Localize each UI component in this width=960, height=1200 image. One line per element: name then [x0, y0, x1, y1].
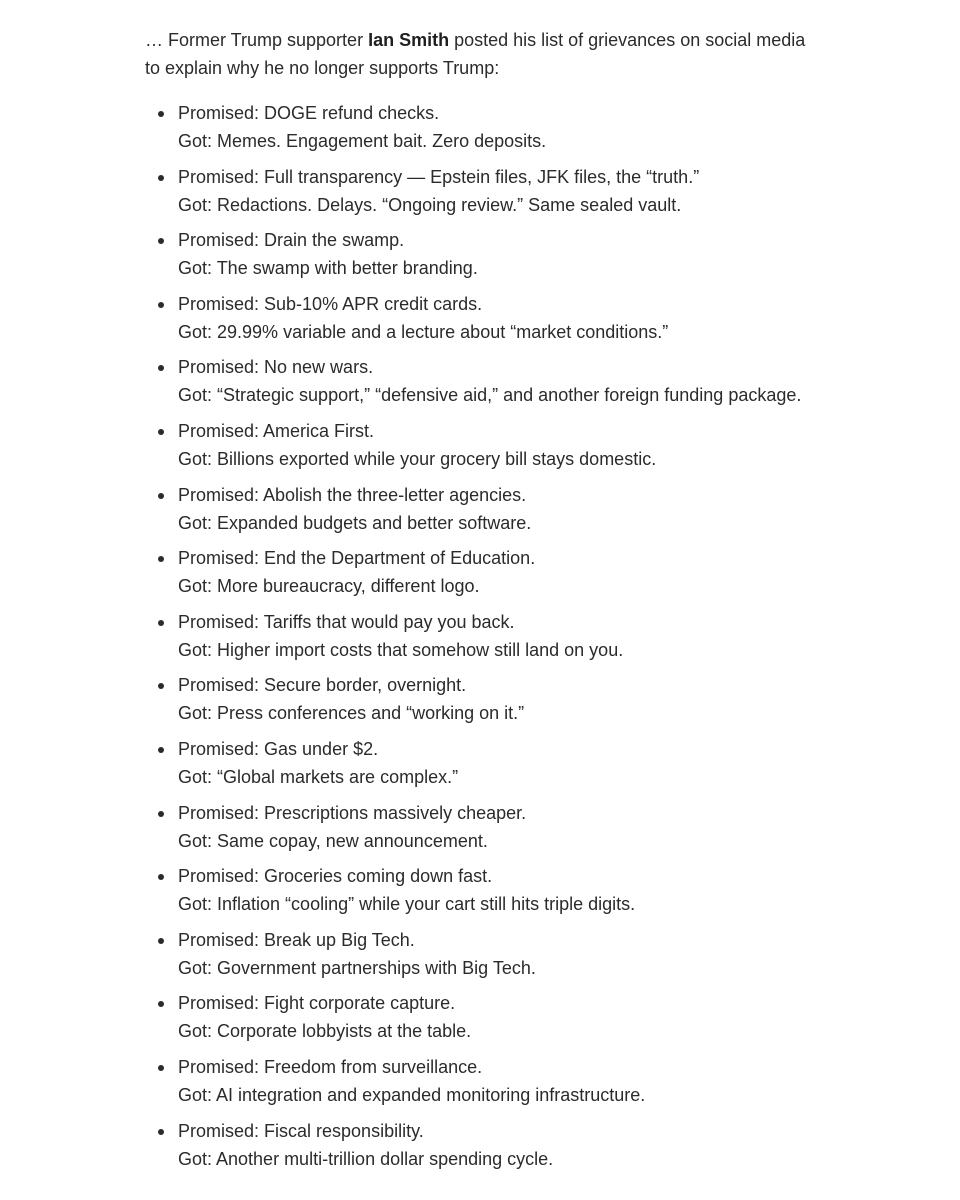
bullet-icon — [158, 747, 164, 753]
list-item — [145, 99, 845, 163]
list-item — [145, 290, 845, 354]
list-item — [145, 163, 845, 227]
got-text: Got: AI integration and expanded monitoring infrastructure. — [178, 1084, 646, 1105]
promised-text: Promised: America First. — [178, 420, 375, 441]
list-item — [145, 608, 845, 672]
got-text: Got: “Strategic support,” “defensive aid,” and another foreign funding package. — [178, 385, 802, 406]
intro-paragraph — [145, 26, 825, 82]
promised-text: Promised: Groceries coming down fast. — [178, 866, 493, 887]
got-text: Got: Expanded budgets and better software. — [178, 512, 532, 533]
promised-text: Promised: Abolish the three-letter agencies. — [178, 484, 527, 505]
got-text: Got: Inflation “cooling” while your cart still hits triple digits. — [178, 894, 636, 915]
bullet-icon — [158, 556, 164, 562]
got-text: Got: More bureaucracy, different logo. — [178, 576, 480, 597]
bullet-icon — [158, 1001, 164, 1007]
intro-author-name: Ian Smith — [368, 30, 450, 50]
promised-text: Promised: No new wars. — [178, 357, 374, 378]
grievance-list — [145, 99, 845, 1180]
promised-text: Promised: Drain the swamp. — [178, 230, 405, 251]
promised-text: Promised: End the Department of Education. — [178, 548, 536, 569]
got-text: Got: Memes. Engagement bait. Zero deposits. — [178, 131, 547, 151]
got-text: Got: Same copay, new announcement. — [178, 830, 488, 851]
bullet-icon — [158, 874, 164, 880]
promised-text: Promised: Freedom from surveillance. — [178, 1056, 483, 1077]
got-text: Got: Redactions. Delays. “Ongoing review.” Same sealed vault. — [178, 194, 682, 215]
list-item — [145, 353, 845, 417]
promised-text: Promised: Prescriptions massively cheaper. — [178, 802, 527, 823]
got-text: Got: Government partnerships with Big Tech. — [178, 957, 536, 978]
promised-text: Promised: Tariffs that would pay you back. — [178, 611, 515, 632]
got-text: Got: Billions exported while your grocery bill stays domestic. — [178, 448, 657, 469]
got-text: Got: The swamp with better branding. — [178, 258, 478, 279]
got-text: Got: Higher import costs that somehow still land on you. — [178, 639, 624, 660]
promised-text: Promised: Gas under $2. — [178, 738, 379, 759]
bullet-icon — [158, 620, 164, 626]
list-item — [145, 544, 845, 608]
bullet-icon — [158, 683, 164, 689]
promised-text: Promised: Fight corporate capture. — [178, 993, 456, 1014]
bullet-icon — [158, 1065, 164, 1071]
list-item — [145, 799, 845, 863]
promised-text: Promised: Fiscal responsibility. — [178, 1120, 424, 1141]
list-item — [145, 926, 845, 990]
got-text: Got: Another multi-trillion dollar spending cycle. — [178, 1148, 554, 1169]
bullet-icon — [158, 493, 164, 499]
promised-text: Promised: Sub-10% APR credit cards. — [178, 293, 483, 314]
intro-text-before: … Former Trump supporter — [145, 30, 369, 50]
intro-text-after: posted his list of grievances on social media to explain why he no longer supports Trump: — [145, 30, 806, 78]
list-item — [145, 417, 845, 481]
list-item — [145, 226, 845, 290]
list-item — [145, 735, 845, 799]
bullet-icon — [158, 811, 164, 817]
got-text: Got: 29.99% variable and a lecture about “market conditions.” — [178, 321, 669, 342]
promised-text: Promised: Break up Big Tech. — [178, 929, 415, 950]
bullet-icon — [158, 938, 164, 944]
bullet-icon — [158, 429, 164, 435]
got-text: Got: Press conferences and “working on it.” — [178, 703, 525, 724]
bullet-icon — [158, 1129, 164, 1135]
got-text: Got: Corporate lobbyists at the table. — [178, 1021, 472, 1042]
promised-text: Promised: DOGE refund checks. — [178, 103, 440, 123]
bullet-icon — [158, 365, 164, 371]
promised-text: Promised: Secure border, overnight. — [178, 675, 467, 696]
list-item — [145, 1117, 845, 1181]
bullet-icon — [158, 175, 164, 181]
got-text: Got: “Global markets are complex.” — [178, 766, 459, 787]
list-item — [145, 1053, 845, 1117]
bullet-icon — [158, 238, 164, 244]
list-item — [145, 481, 845, 545]
bullet-icon — [158, 302, 164, 308]
list-item — [145, 671, 845, 735]
list-item — [145, 862, 845, 926]
bullet-icon — [158, 111, 164, 117]
promised-text: Promised: Full transparency — Epstein files, JFK files, the “truth.” — [178, 166, 700, 187]
list-item — [145, 989, 845, 1053]
